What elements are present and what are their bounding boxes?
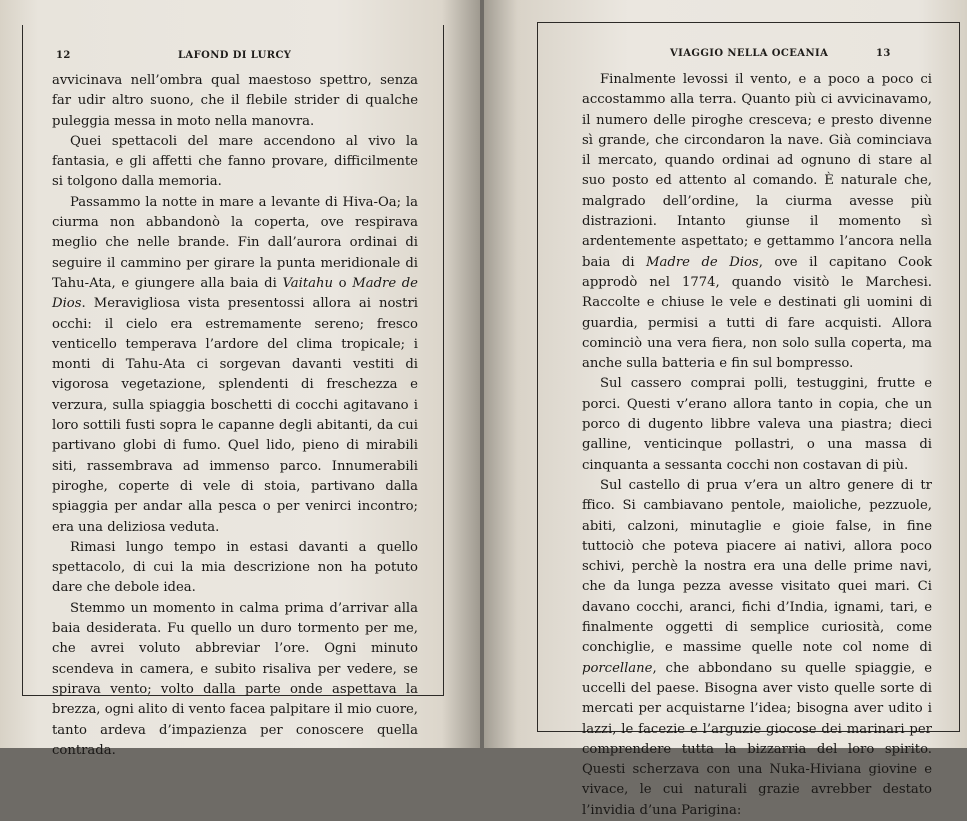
paragraph — [52, 132, 418, 193]
paragraph — [52, 193, 418, 538]
italic-text: porcellane — [582, 660, 653, 676]
text-run: , che abbondano su quelle spiaggie, e uccelli del paese. Bisogna aver visto quelle sorte di mercati per acquistarne l’idea; bisogna aver udito i lazzi, le facezie e l’arguzie giocose dei marinari per comprendere tutta la bizzarria del loro spirito. Questi scherzava con una Nuka-Hiviana giovine e vivace, le cui naturali grazie avrebber destato l’invidia d’una Parigina: — [582, 660, 932, 818]
text-run: , ove il capitano Cook approdò nel 1774, quando visitò le Marchesi. Raccolte e chiuse le vele e destinati gli uomini di guardia, permisi a tutti di fare acquisti. Allora cominciò una vera fiera, non solo sulla coperta, ma anche sulla batteria e fin sul bompresso. — [582, 254, 932, 372]
left-running-head: LAFOND DI LURCY — [178, 50, 292, 61]
left-page-body — [52, 71, 418, 761]
text-run: Sul castello di prua v’era un altro genere di tr ffico. Si cambiavano pentole, maioliche, pezzuole, abiti, calzoni, minutaglie e gioie false, in fine tuttociò che poteva piacere ai nativi, allora poco schivi, perchè la nostra era una delle prime navi, che da lunga pezza avesse visitato quei mari. Ci davano cocchi, aranci, fichi d’India, ignami, tari, e finalmente oggetti di semplice curiosità, come conchiglie, e massime quelle note col nome di — [582, 477, 932, 656]
paragraph — [582, 476, 932, 821]
right-running-head: VIAGGIO NELLA OCEANIA — [670, 48, 829, 59]
left-page — [0, 0, 480, 758]
right-page — [484, 0, 967, 818]
paragraph — [52, 71, 418, 132]
italic-text: Madre de Dios — [52, 275, 418, 312]
paragraph — [582, 70, 932, 374]
left-page-number: 12 — [56, 50, 71, 61]
right-page-number: 13 — [876, 48, 891, 59]
paragraph — [582, 374, 932, 475]
paragraph — [52, 599, 418, 761]
text-run: Stemmo un momento in calma prima d’arrivar alla baia desiderata. Fu quello un duro tormento per me, che avrei voluto abbreviar l’ore. Ogni minuto scendeva in camera, e subito risaliva per vedere, se spirava vento; volto dalla parte onde aspettava la brezza, ogni alito di vento facea palpitare il mio cuore, tanto ardeva d’impazienza per conoscere quella contrada. — [52, 600, 418, 758]
italic-text: Madre de Dios — [646, 254, 759, 270]
text-run: avvicinava nell’ombra qual maestoso spettro, senza far udir altro suono, che il flebile strider di qualche puleggia messa in moto nella manovra. — [52, 73, 418, 129]
text-run: Quei spettacoli del mare accendono al vivo la fantasia, e gli affetti che fanno provare, difficilmente si tolgono dalla memoria. — [52, 133, 418, 190]
text-run: Sul cassero comprai polli, testuggini, frutte e porci. Questi v’erano allora tanto in copia, che un porco di dugento libbre valeva una piastra; dieci galline, venticinque pollastri, o una massa di cinquanta a sessanta cocchi non costavan di più. — [582, 376, 932, 473]
text-run: Rimasi lungo tempo in estasi davanti a quello spettacolo, di cui la mia descrizione non ha potuto dare che debole idea. — [52, 539, 418, 596]
text-run: . Meravigliosa vista presentossi allora ai nostri occhi: il cielo era estremamente sereno; fresco venticello temperava l’ardore del clima tropicale; i monti di Tahu-Ata ci sorgevan davanti vestiti di vigorosa vegetazione, splendenti di freschezza e verzura, sulla spiaggia boschetti di cocchi agitavano i loro sottili fusti sopra le capanne degli abitanti, da cui partivano globi di fumo. Quel lido, pieno di mirabili siti, rassembrava ad immenso parco. Innumerabili piroghe, coperte di vele di stoia, partivano dalla spiaggia per andar alla pesca o per venirci incontro; era una deliziosa veduta. — [52, 296, 418, 535]
right-page-body — [582, 70, 932, 821]
text-run: Passammo la notte in mare a levante di Hiva-Oa; la ciurma non abbandonò la coperta, ove respirava meglio che nelle brande. Fin dall’aurora ordinai di seguire il cammino per girare la punta meridionale di Tahu-Ata, e giungere alla baia di — [52, 194, 418, 291]
paragraph — [52, 538, 418, 599]
text-run: Finalmente levossi il vento, e a poco a poco ci accostammo alla terra. Quanto più ci avvicinavamo, il numero delle piroghe cresceva; e presto divenne sì grande, che circondaron la nave. Già cominciava il mercato, quando ordinai ad ognuno di stare al suo posto ed attento al comando. È naturale che, malgrado dell’ordine, la ciurma avesse più distrazioni. Intanto giunse il momento sì ardentemente aspettato; e gettammo l’ancora nella baia di — [582, 72, 932, 270]
italic-text: Vaitahu — [282, 275, 334, 291]
text-run: o — [333, 275, 353, 291]
